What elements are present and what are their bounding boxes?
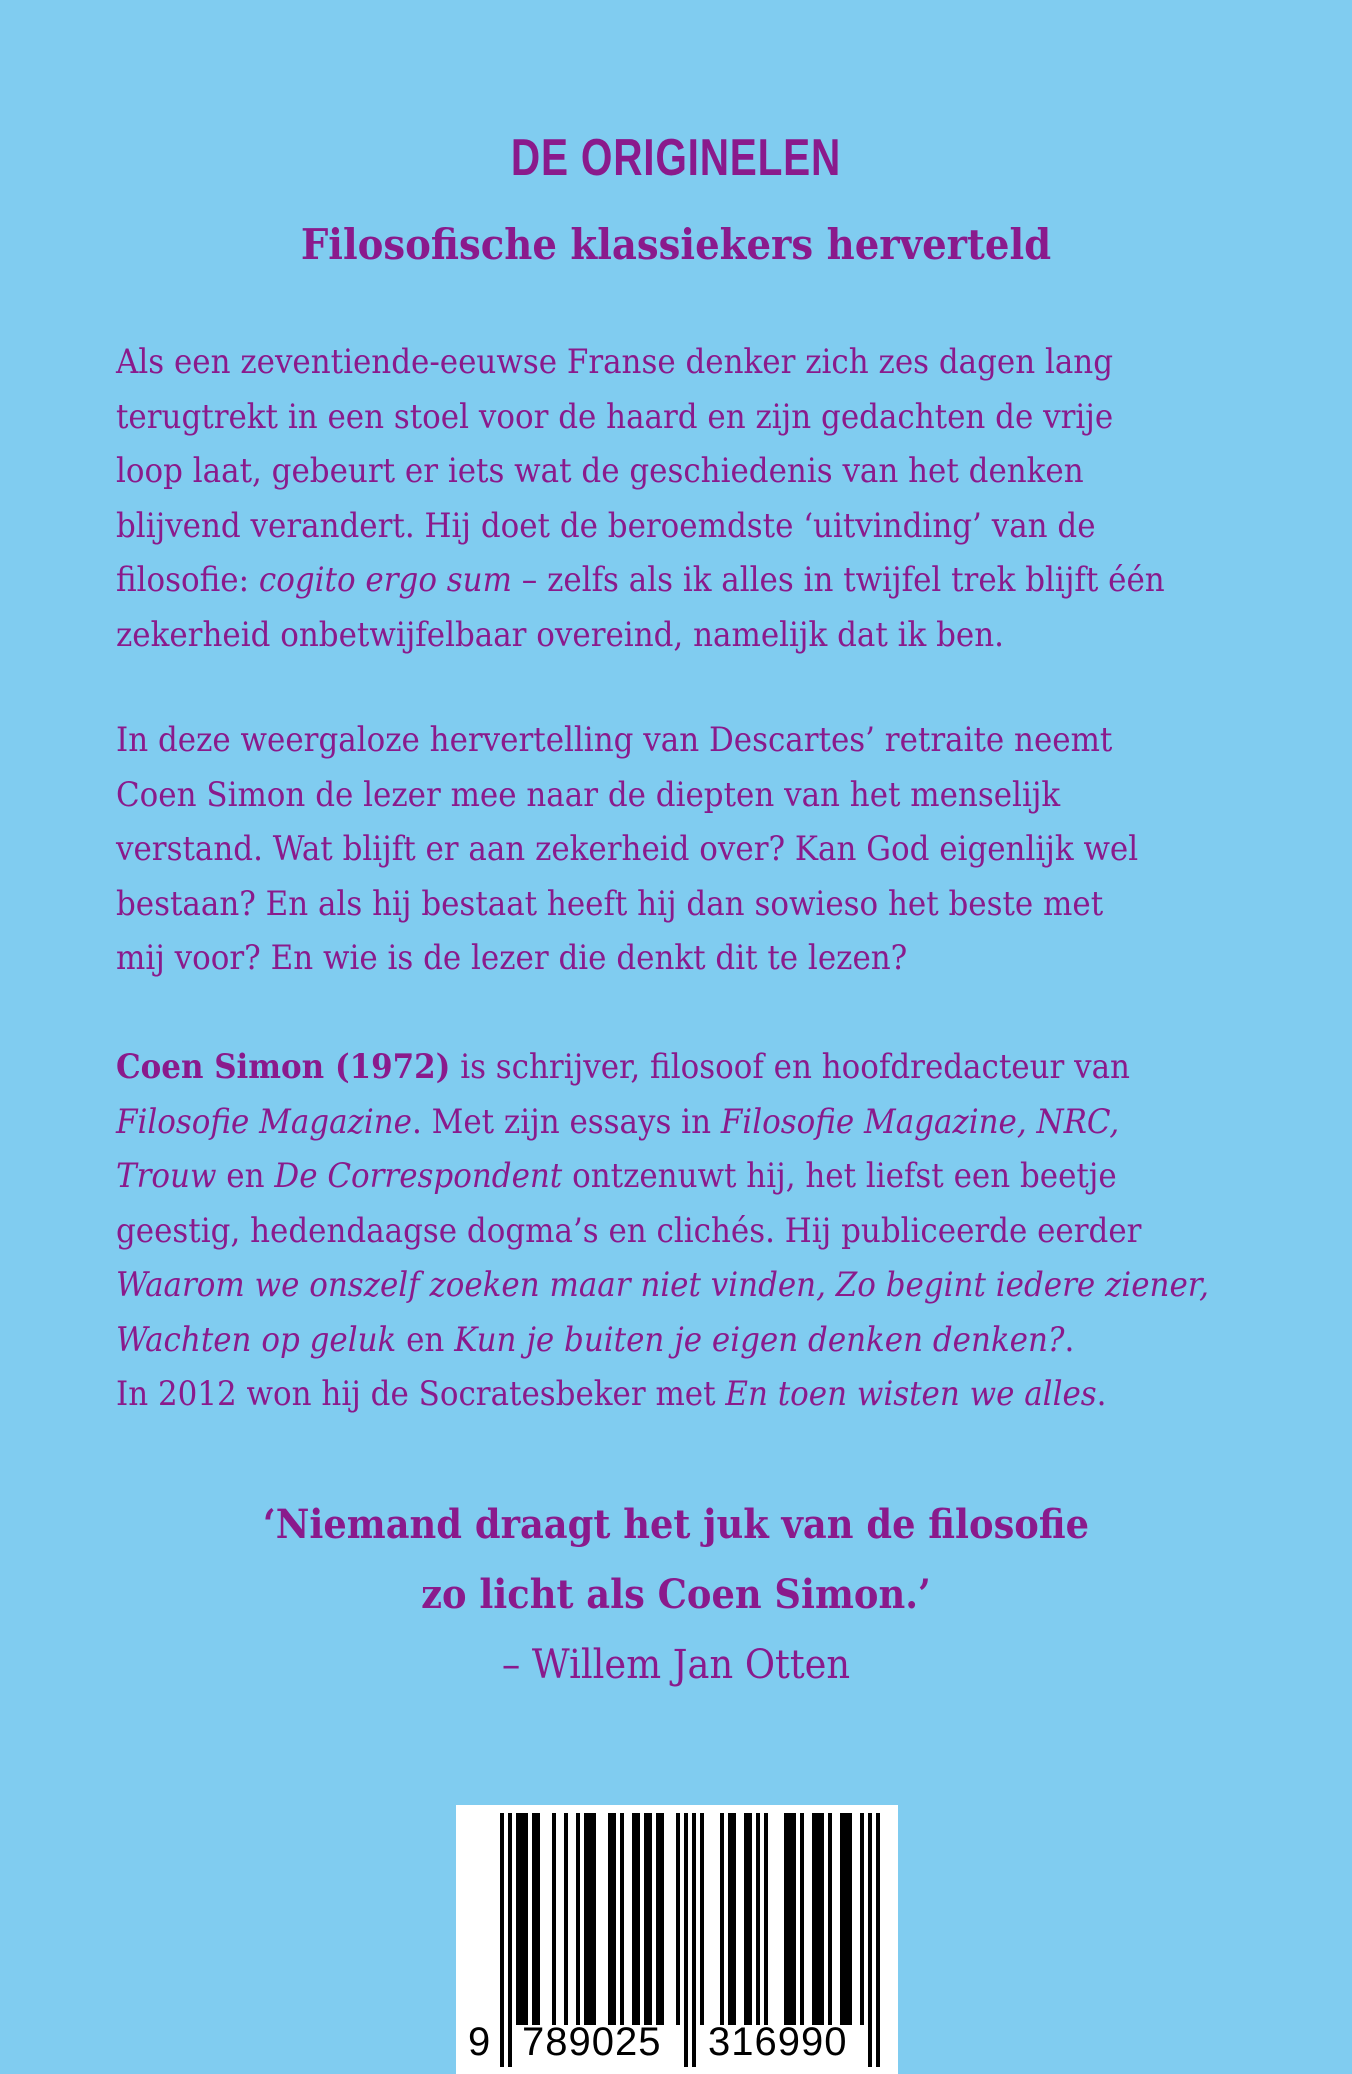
barcode-bar	[720, 1813, 724, 2025]
blurb-paragraph-1	[116, 335, 1165, 662]
text-line: geestig, hedendaagse dogma’s en clichés. Hij publiceerde eerder	[116, 1210, 1142, 1251]
isbn-barcode	[456, 1805, 898, 2074]
title-fragment: En toen wisten we alles	[725, 1374, 1097, 1414]
barcode-bar	[660, 1813, 664, 2025]
blurb-paragraph-2	[116, 713, 1144, 986]
barcode-bar	[728, 1813, 732, 2025]
text-line	[116, 1313, 1144, 1368]
barcode-bar	[516, 1813, 520, 2025]
barcode-bar	[860, 1813, 864, 2025]
barcode-bar	[524, 1813, 528, 2025]
text-line	[116, 1149, 1144, 1204]
barcode-bar	[748, 1813, 752, 2025]
barcode-bar	[608, 1813, 612, 2025]
barcode-first-digit: 9	[468, 2020, 491, 2064]
author-bio	[116, 1040, 1209, 1422]
text-fragment: .	[1096, 1374, 1107, 1414]
barcode-bar	[700, 1813, 704, 2025]
barcode-bar	[792, 1813, 796, 2025]
text-line: mij voor? En wie is de lezer die denkt dit te lezen?	[116, 938, 908, 978]
text-fragment: filosofie:	[116, 560, 259, 600]
barcode-bar	[612, 1813, 616, 2025]
barcode-bar	[756, 1813, 760, 2025]
barcode-bar	[800, 1813, 804, 2025]
title-fragment: Filosofie Magazine, NRC,	[720, 1101, 1120, 1142]
quote-line: zo licht als Coen Simon.’	[421, 1571, 931, 1618]
text-line: Waarom we onszelf zoeken maar niet vinden, Zo begint iedere ziener,	[116, 1265, 1209, 1305]
text-fragment: . Met zijn essays in	[411, 1101, 721, 1142]
barcode-bar	[844, 1813, 848, 2025]
text-line	[116, 1040, 1144, 1095]
barcode-bar	[816, 1813, 820, 2025]
series-title: DE ORIGINELEN	[510, 129, 842, 187]
barcode-bar	[644, 1813, 648, 2025]
text-fragment: is schrijver, filosoof en hoofdredacteur van	[450, 1047, 1130, 1087]
barcode-bar	[636, 1813, 640, 2025]
title-fragment: Filosofie Magazine	[116, 1101, 412, 1142]
barcode-bar	[532, 1813, 536, 2025]
quote-author: – Willem Jan Otten	[501, 1642, 851, 1688]
text-fragment: en	[396, 1319, 455, 1360]
title-fragment: Trouw	[116, 1156, 217, 1196]
text-line: terugtrekt in een stoel voor de haard en zijn gedachten de vrije	[116, 396, 1114, 437]
text-line: blijvend verandert. Hij doet de beroemdste ‘uitvinding’ van de	[116, 505, 1096, 546]
series-subtitle: Filosofische klassiekers herverteld	[300, 220, 1052, 269]
text-line: Als een zeventiende-eeuwse Franse denker zich zes dagen lang	[116, 342, 1114, 382]
barcode-bar	[784, 1813, 788, 2025]
text-line: Coen Simon de lezer mee naar de diepten van het menselijk	[116, 774, 1061, 815]
barcode-bar	[620, 1813, 624, 2025]
text-line	[116, 553, 1165, 608]
barcode-bar	[828, 1813, 832, 2025]
barcode-bar	[536, 1813, 540, 2025]
latin-phrase: cogito ergo sum	[258, 560, 512, 600]
barcode-bar	[552, 1813, 556, 2025]
title-fragment: De Correspondent	[274, 1156, 563, 1196]
barcode-bar	[656, 1813, 660, 2025]
text-fragment: – zelfs als ik alles in twijfel trek blijft één	[511, 560, 1165, 600]
barcode-bar	[588, 1813, 592, 2025]
barcode-left-group: 789025	[522, 2020, 662, 2064]
barcode-bar	[584, 1813, 588, 2025]
title-fragment: Kun je buiten je eigen denken denken?	[454, 1319, 1065, 1360]
barcode-bar	[564, 1813, 568, 2025]
barcode-bar	[848, 1813, 852, 2025]
barcode-right-group: 316990	[708, 2020, 848, 2064]
text-line: bestaan? En als hij bestaat heeft hij dan sowieso het beste met	[116, 883, 1104, 924]
text-line	[116, 1095, 1144, 1150]
barcode-bar	[576, 1813, 580, 2025]
barcode-bar	[648, 1813, 652, 2025]
text-line	[116, 1367, 1144, 1422]
barcode-bar	[676, 1813, 680, 2025]
barcode-bar	[592, 1813, 596, 2025]
text-fragment: en	[216, 1156, 275, 1196]
text-line: zekerheid onbetwijfelbaar overeind, namelijk dat ik ben.	[116, 614, 1004, 655]
barcode-bar	[764, 1813, 768, 2025]
text-line: verstand. Wat blijft er aan zekerheid over? Kan God eigenlijk wel	[116, 829, 1139, 869]
barcode-bar	[744, 1813, 748, 2025]
text-fragment: In 2012 won hij de Socratesbeker met	[116, 1374, 726, 1414]
review-quote	[0, 1490, 1352, 1700]
barcode-bar	[820, 1813, 824, 2025]
barcode-bar	[788, 1813, 792, 2025]
text-fragment: ontzenuwt hij, het liefst een beetje	[562, 1156, 1117, 1196]
barcode-bar	[632, 1813, 636, 2025]
barcode-digits	[456, 2020, 898, 2070]
barcode-bar	[812, 1813, 816, 2025]
text-line: In deze weergaloze hervertelling van Descartes’ retraite neemt	[116, 720, 1113, 760]
quote-line: ‘Niemand draagt het juk van de filosofie	[262, 1501, 1090, 1548]
text-fragment: .	[1064, 1319, 1075, 1360]
author-name: Coen Simon (1972)	[116, 1047, 451, 1087]
barcode-bar	[732, 1813, 736, 2025]
title-fragment: Wachten op geluk	[116, 1319, 397, 1360]
barcode-bar	[520, 1813, 524, 2025]
text-line: loop laat, gebeurt er iets wat de geschiedenis van het denken	[116, 451, 1084, 491]
barcode-bar	[840, 1813, 844, 2025]
